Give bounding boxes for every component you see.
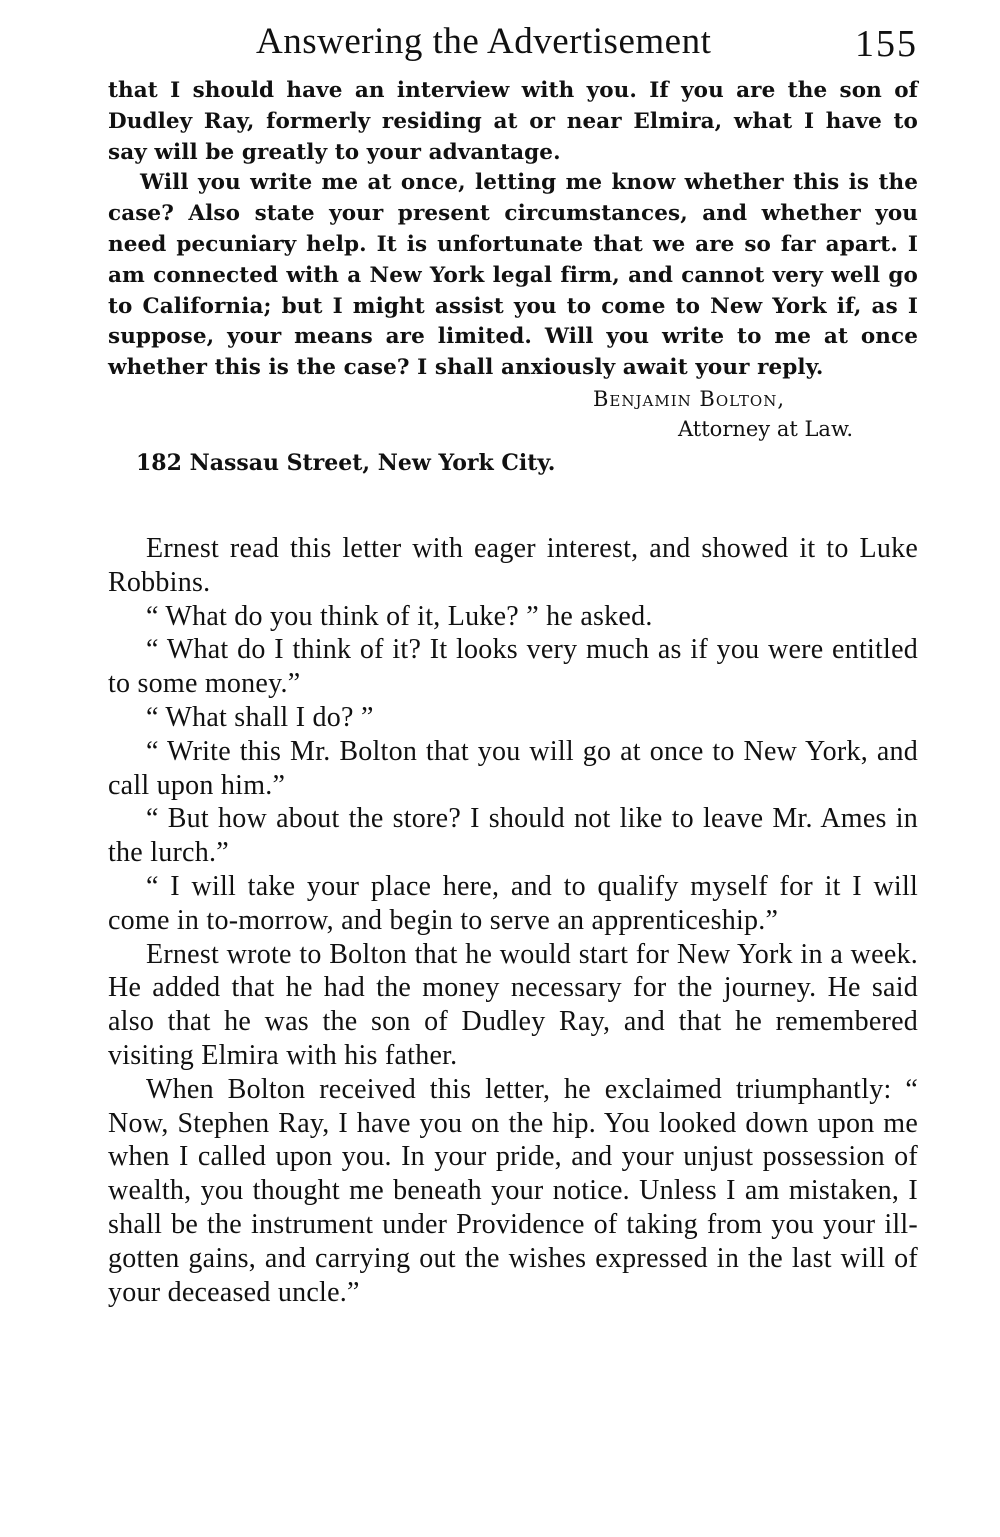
page-number: 155 xyxy=(855,23,918,65)
narrative-paragraph: “ What shall I do? ” xyxy=(146,701,374,733)
book-page xyxy=(108,14,918,1309)
narrative-paragraph: Ernest read this letter with eager interest, and showed it to Luke Robbins. xyxy=(108,532,918,598)
letter-text xyxy=(108,76,918,384)
signature-title: Attorney at Law. xyxy=(678,416,854,441)
letter-address: 182 Nassau Street, New York City. xyxy=(136,449,556,476)
running-title: Answering the Advertisement xyxy=(256,21,712,62)
narrative-paragraph: “ I will take your place here, and to qualify myself for it I will come in to-morrow, and begin to serve an apprenticeship.” xyxy=(108,870,918,936)
narrative-paragraph: “ What do I think of it? It looks very much as if you were entitled to some money.” xyxy=(108,634,918,700)
narrative-paragraph: “ What do you think of it, Luke? ” he asked. xyxy=(146,600,653,632)
letter-paragraph: that I should have an interview with you. If you are the son of Dudley Ray, formerly residing at or near Elmira, what I have to say will be greatly to your advantage. xyxy=(108,78,918,165)
narrative-text xyxy=(108,532,918,1309)
letter-paragraph: Will you write me at once, letting me know whether this is the case? Also state your present circumstances, and whether you need pecuniary help. It is unfortunate that we are so far apart. I am connected with a New York legal firm, and cannot very well go to California; but I might assist you to come to New York if, as I suppose, your means are limited. Will you write to me at once whether this is the case? I shall anxiously await your reply. xyxy=(108,170,918,381)
narrative-paragraph: When Bolton received this letter, he exclaimed triumphantly: “ Now, Stephen Ray, I have you on the hip. You looked down upon me when I called upon you. In your pride, and your unjust possession of wealth, you thought me beneath your notice. Unless I am mistaken, I shall be the instrument under Providence of taking from you your ill-gotten gains, and carrying out the wishes expressed in the last will of your deceased uncle.” xyxy=(108,1073,918,1308)
narrative-paragraph: Ernest wrote to Bolton that he would start for New York in a week. He added that he had the money necessary for the journey. He said also that he was the son of Dudley Ray, and that he remembered visiting Elmira with his father. xyxy=(108,938,918,1071)
running-head xyxy=(108,14,918,76)
letter-signature xyxy=(108,384,918,444)
narrative-paragraph: “ But how about the store? I should not like to leave Mr. Ames in the lurch.” xyxy=(108,803,918,869)
narrative-paragraph: “ Write this Mr. Bolton that you will go at once to New York, and call upon him.” xyxy=(108,735,918,801)
signature-name: Benjamin Bolton, xyxy=(593,386,786,411)
